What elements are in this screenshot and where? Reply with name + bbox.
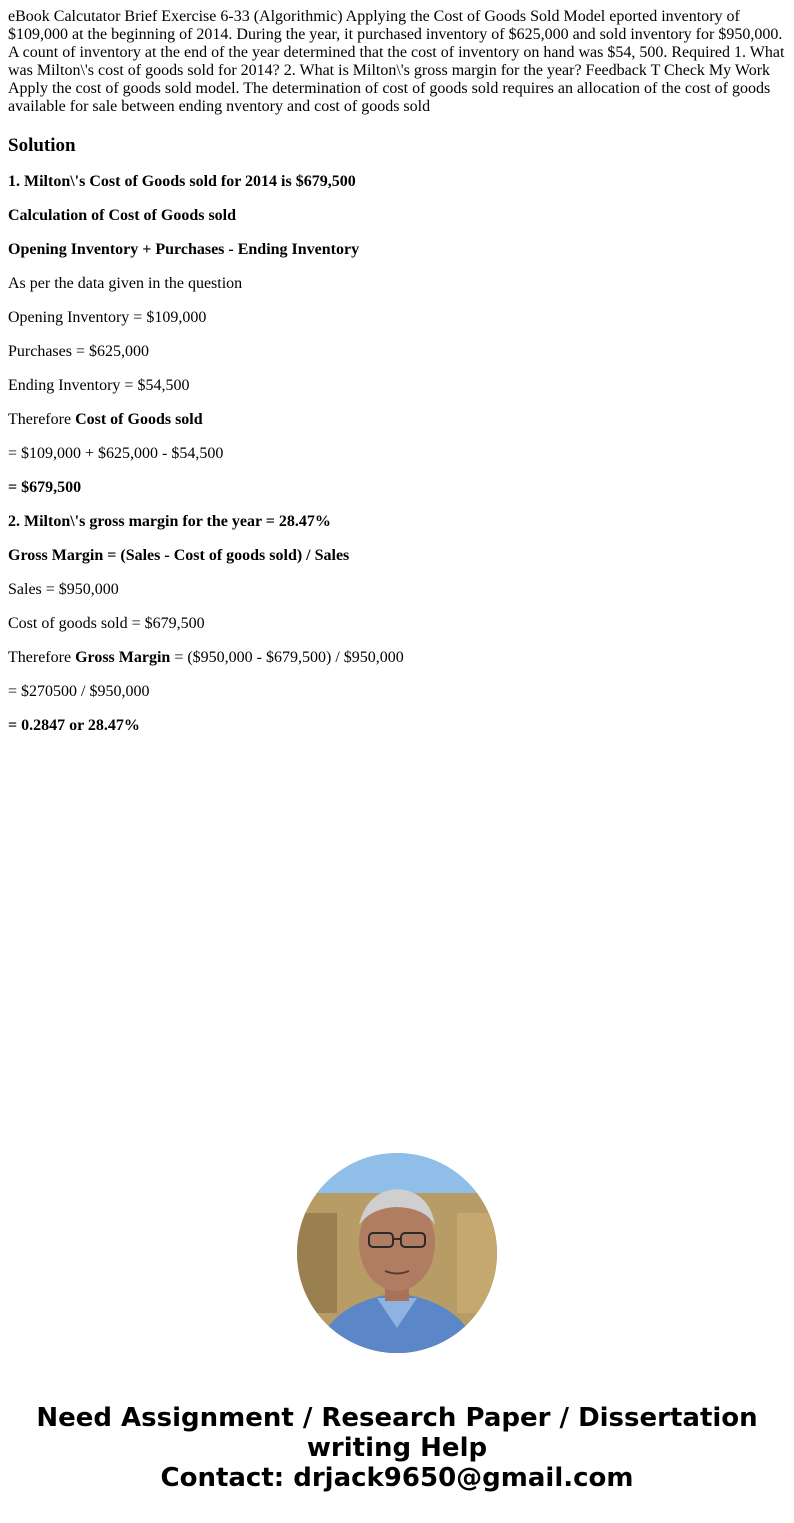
solution-line: Sales = $950,000 [8, 581, 119, 598]
solution-line [8, 411, 786, 429]
avatar-portrait [297, 1153, 497, 1353]
solution-line: = $270500 / $950,000 [8, 683, 150, 700]
gross-margin-formula: Gross Margin = (Sales - Cost of goods sold) / Sales [8, 547, 350, 564]
line-bold: Cost of Goods sold [75, 411, 203, 428]
solution-line [8, 207, 786, 225]
avatar [297, 1153, 497, 1353]
solution-line: Opening Inventory = $109,000 [8, 309, 207, 326]
question-text: eBook Calcutator Brief Exercise 6-33 (Algorithmic) Applying the Cost of Goods Sold Model eported inventory of $109,000 at the beginning of 2014. During the year, it purchased inventory of $625,000 and sold inventory for $950,000. A count of inventory at the end of the year determined that the cost of inventory on hand was $54, 500. Required 1. What was Milton\'s cost of goods sold for 2014? 2. What is Milton\'s gross margin for the year? Feedback T Check My Work Apply the cost of goods sold model. The determination of cost of goods sold requires an allocation of the cost of goods available for sale between ending nventory and cost of goods sold [8, 8, 785, 115]
answer-2-heading: 2. Milton\'s gross margin for the year = 28.47% [8, 513, 331, 530]
solution-line [8, 513, 786, 531]
solution-line [8, 547, 786, 565]
footer-line: Need Assignment / Research Paper / Dissertation [36, 1403, 758, 1433]
footer-line: writing Help [306, 1433, 488, 1463]
solution-heading: Solution [8, 135, 76, 156]
solution-line [8, 479, 786, 497]
solution-line [8, 241, 786, 259]
solution-line: Purchases = $625,000 [8, 343, 150, 360]
solution-line: Cost of goods sold = $679,500 [8, 615, 205, 632]
solution-line: As per the data given in the question [8, 275, 243, 292]
solution-line: Ending Inventory = $54,500 [8, 377, 190, 394]
solution-line [8, 717, 786, 735]
calc-heading: Calculation of Cost of Goods sold [8, 207, 237, 224]
line-prefix: Therefore [8, 649, 76, 666]
footer-contact: Contact: drjack9650@gmail.com [160, 1463, 634, 1493]
line-suffix: = ($950,000 - $679,500) / $950,000 [170, 649, 404, 666]
footer-banner [0, 1403, 794, 1493]
formula-text: Opening Inventory + Purchases - Ending Inventory [8, 241, 360, 258]
result-2: = 0.2847 or 28.47% [8, 717, 140, 734]
solution-line: = $109,000 + $625,000 - $54,500 [8, 445, 224, 462]
document-body [8, 8, 786, 751]
solution-line [8, 649, 786, 667]
line-prefix: Therefore [8, 411, 76, 428]
solution-line [8, 173, 786, 191]
result-1: = $679,500 [8, 479, 82, 496]
line-bold: Gross Margin [75, 649, 171, 666]
answer-1-heading: 1. Milton\'s Cost of Goods sold for 2014 is $679,500 [8, 173, 356, 190]
